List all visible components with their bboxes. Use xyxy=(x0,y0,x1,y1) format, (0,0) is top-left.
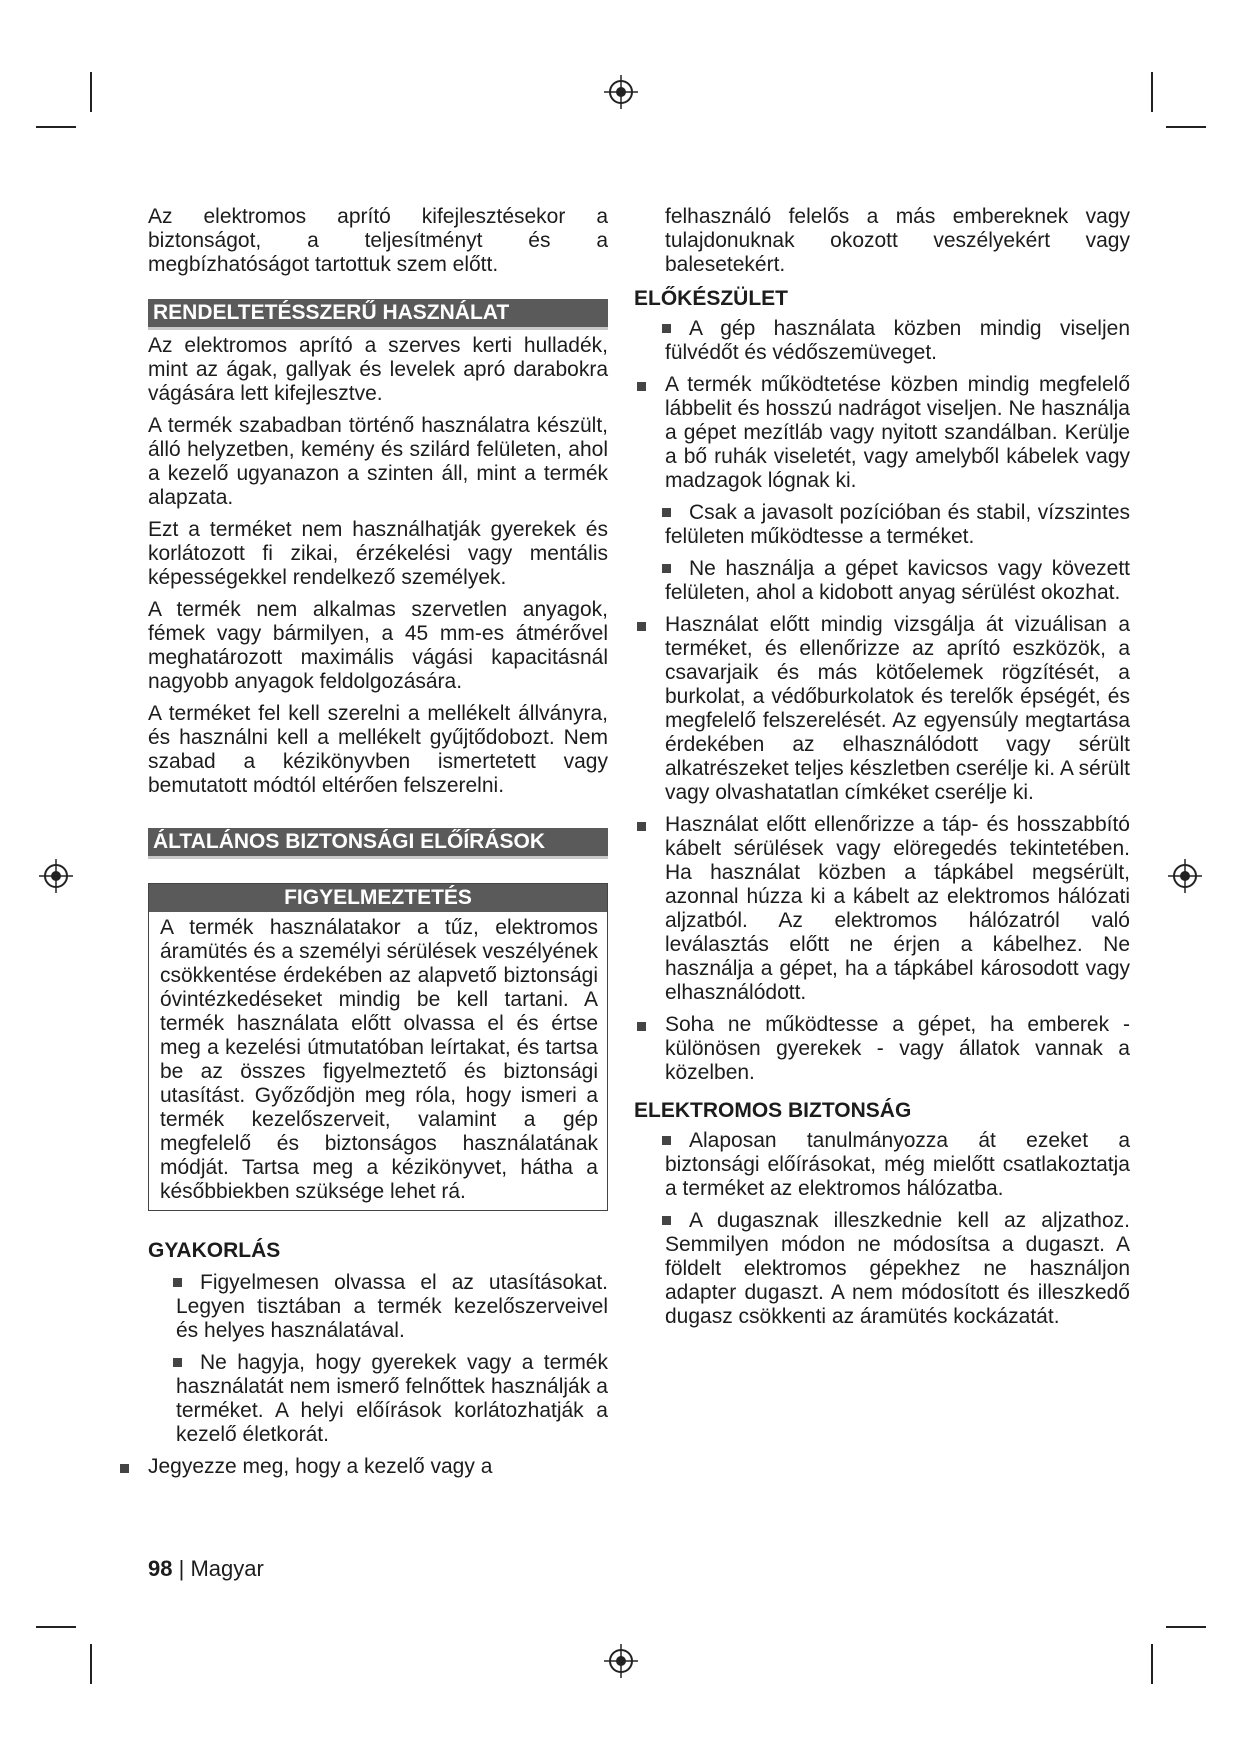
intended-use-paragraph: Az elektromos aprító a szerves kerti hulladék, mint az ágak, gallyak és levelek apró darabokra vágására lett kifejlesztve. xyxy=(148,334,608,405)
section-heading-general-safety: ÁLTALÁNOS BIZTONSÁGI ELŐÍRÁSOK xyxy=(148,828,608,859)
continuation-paragraph: felhasználó felelős a más embereknek vagy tulajdonuknak okozott veszélyekért vagy balesetekért. xyxy=(665,205,1130,276)
list-item: Soha ne működtesse a gépet, ha emberek - különösen gyerekek - vagy állatok vannak a közelben. xyxy=(634,1013,1130,1085)
list-item: Csak a javasolt pozícióban és stabil, vízszintes felületen működtesse a terméket. xyxy=(634,501,1130,549)
registration-mark-icon xyxy=(604,1644,638,1678)
electrical-safety-list xyxy=(634,1129,1130,1329)
registration-mark-icon xyxy=(39,859,73,893)
bullet-square-icon xyxy=(173,1358,182,1367)
preparation-list xyxy=(634,317,1130,1085)
section-heading-electrical-safety: ELEKTROMOS BIZTONSÁG xyxy=(634,1099,912,1122)
list-item: A dugasznak illeszkednie kell az aljzathoz. Semmilyen módon ne módosítsa a dugaszt. A földelt elektromos gépekhez ne használjon adapter dugaszt. A nem módosított és illeszkedő dugasz csökkenti az áramütés kockázatát. xyxy=(634,1209,1130,1329)
list-item: A gép használata közben mindig viseljen fülvédőt és védőszemüveget. xyxy=(634,317,1130,365)
intended-use-paragraph: Ezt a terméket nem használhatják gyerekek és korlátozott fi zikai, érzékelési vagy mentális képességekkel rendelkező személyek. xyxy=(148,518,608,589)
bullet-square-icon xyxy=(637,1022,646,1031)
bullet-square-icon xyxy=(662,324,671,333)
bullet-square-icon xyxy=(637,822,646,831)
footer-language: Magyar xyxy=(190,1556,264,1581)
footer-separator: | xyxy=(172,1556,191,1581)
list-item: Alaposan tanulmányozza át ezeket a biztonsági előírásokat, még mielőtt csatlakoztatja a terméket az elektromos hálózatba. xyxy=(634,1129,1130,1201)
registration-mark-icon xyxy=(604,75,638,109)
registration-mark-icon xyxy=(1168,859,1202,893)
list-item: Ne használja a gépet kavicsos vagy kövezett felületen, ahol a kidobott anyag sérülést okozhat. xyxy=(634,557,1130,605)
bullet-square-icon xyxy=(662,1216,671,1225)
bullet-square-icon xyxy=(637,382,646,391)
list-item: Használat előtt ellenőrizze a táp- és hosszabbító kábelt sérülések vagy elöregedés tekintetében. Ha használat közben a tápkábel megsérült, azonnal húzza ki a kábelt az elektromos hálózati aljzatból. Az elektromos hálózatról való leválasztás előtt ne érjen a kábelhez. Ne használja a gépet, ha a tápkábel károsodott vagy elhasználódott. xyxy=(634,813,1130,1005)
crop-mark xyxy=(1151,1644,1153,1684)
list-item: Jegyezze meg, hogy a kezelő vagy a xyxy=(120,1455,608,1479)
practice-list xyxy=(148,1271,608,1479)
bullet-square-icon xyxy=(662,564,671,573)
bullet-square-icon xyxy=(662,1136,671,1145)
crop-mark xyxy=(1151,72,1153,112)
right-column xyxy=(634,205,1130,1337)
warning-box xyxy=(148,883,608,1211)
intended-use-paragraph: A termék nem alkalmas szervetlen anyagok, fémek vagy bármilyen, a 45 mm-es átmérővel meghatározott maximális vágási kapacitásnál nagyobb anyagok feldolgozására. xyxy=(148,598,608,693)
left-column xyxy=(148,205,608,1487)
bullet-square-icon xyxy=(173,1278,182,1287)
crop-mark xyxy=(36,1626,76,1628)
section-heading-preparation: ELŐKÉSZÜLET xyxy=(634,287,789,310)
crop-mark xyxy=(36,126,76,128)
crop-mark xyxy=(1166,1626,1206,1628)
crop-mark xyxy=(90,72,92,112)
bullet-square-icon xyxy=(662,508,671,517)
list-item: Ne hagyja, hogy gyerekek vagy a termék használatát nem ismerő felnőttek használják a terméket. A helyi előírások korlátozhatják a kezelő életkorát. xyxy=(148,1351,608,1447)
list-item: Használat előtt mindig vizsgálja át vizuálisan a terméket, és ellenőrizze az aprító eszközök, a csavarjaik és más kötőelemek rögzítését, a burkolat, a védőburkolatok és terelők épségét, és megfelelő felszerelését. Az egyensúly megtartása érdekében az elhasználódott vagy sérült alkatrészeket teljes készletben cserélje ki. A sérült vagy olvashatatlan címkéket cserélje ki. xyxy=(634,613,1130,805)
section-heading-practice: GYAKORLÁS xyxy=(148,1239,281,1262)
bullet-square-icon xyxy=(120,1464,129,1473)
section-heading-intended-use: RENDELTETÉSSZERŰ HASZNÁLAT xyxy=(148,299,608,330)
crop-mark xyxy=(1166,126,1206,128)
warning-text: A termék használatakor a tűz, elektromos áramütés és a személyi sérülések veszélyének csökkentése érdekében az alapvető biztonsági óvintézkedéseket mindig be kell tartani. A termék használata előtt olvassa el és értse meg a kezelési útmutatóban leírtakat, és tartsa be az összes figyelmeztető és biztonsági utasítást. Győződjön meg róla, hogy ismeri a termék kezelőszerveit, valamint a gép megfelelő és biztonságos használatának módját. Tartsa meg a kézikönyvet, hátha a későbbiekben szüksége lehet rá. xyxy=(160,916,598,1203)
warning-heading: FIGYELMEZTETÉS xyxy=(149,884,607,912)
list-item: Figyelmesen olvassa el az utasításokat. Legyen tisztában a termék kezelőszerveivel és helyes használatával. xyxy=(148,1271,608,1343)
page-footer xyxy=(148,1556,264,1582)
intended-use-paragraph: A terméket fel kell szerelni a mellékelt állványra, és használni kell a mellékelt gyűjtődobozt. Nem szabad a kézikönyvben ismertetett vagy bemutatott módtól eltérően felszerelni. xyxy=(148,702,608,797)
intro-paragraph: Az elektromos aprító kifejlesztésekor a biztonságot, a teljesítményt és a megbízhatóságot tartottuk szem előtt. xyxy=(148,205,608,276)
intended-use-paragraph: A termék szabadban történő használatra készült, álló helyzetben, kemény és szilárd felületen, ahol a kezelő ugyanazon a szinten áll, mint a termék alapzata. xyxy=(148,414,608,509)
bullet-square-icon xyxy=(637,622,646,631)
list-item: A termék működtetése közben mindig megfelelő lábbelit és hosszú nadrágot viseljen. Ne használja a gépet mezítláb vagy nyitott szandálban. Kerülje a bő ruhák viseletét, vagy amelyből kábelek vagy madzagok lógnak ki. xyxy=(634,373,1130,493)
crop-mark xyxy=(90,1644,92,1684)
page-number: 98 xyxy=(148,1556,173,1581)
